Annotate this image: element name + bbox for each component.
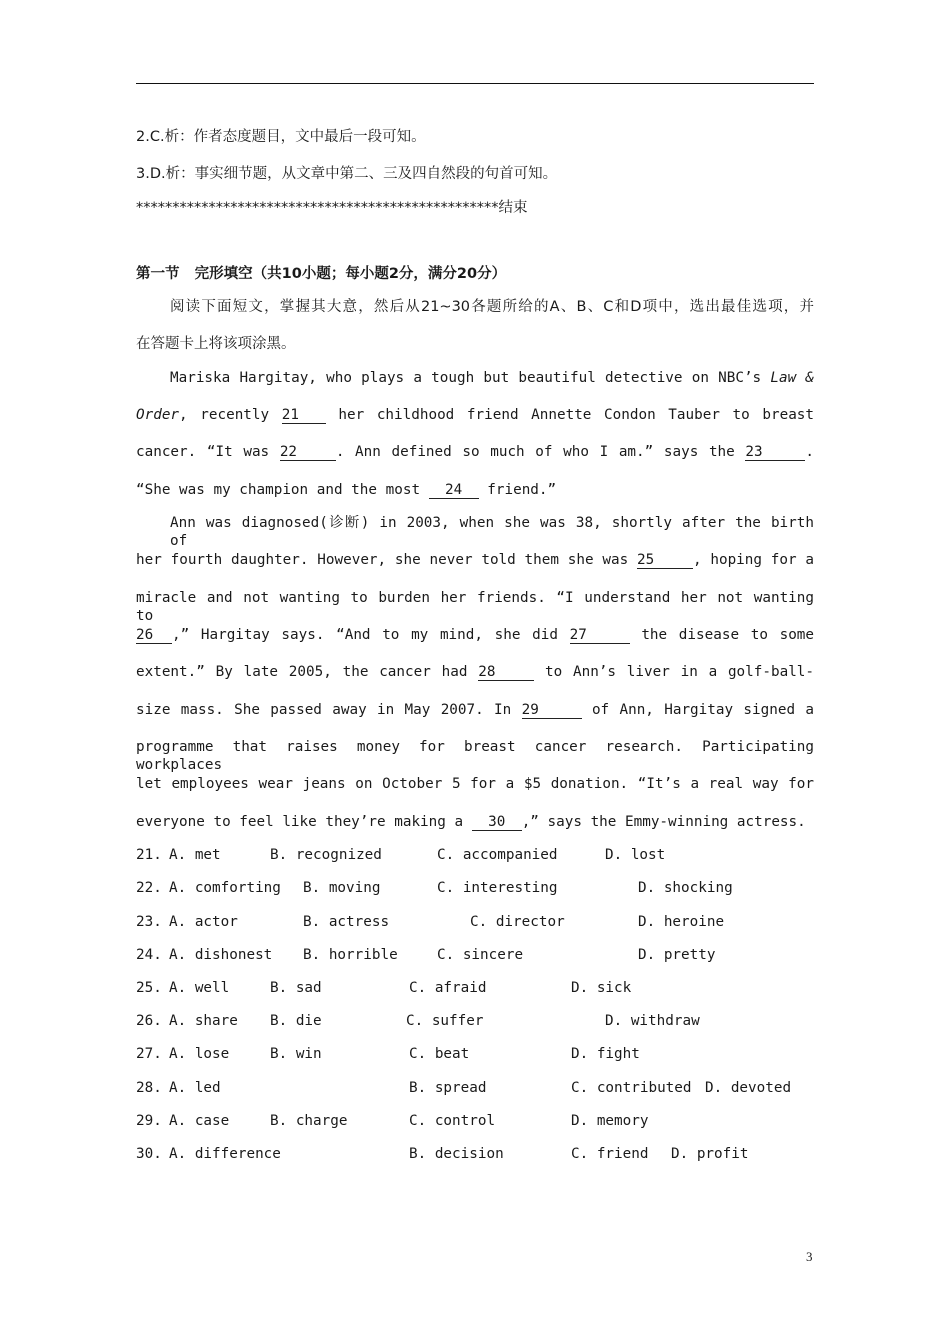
passage-line: [136, 701, 814, 719]
option-b: B. sad: [270, 980, 322, 996]
option-a: A. lose: [169, 1046, 230, 1062]
blank-28: 28: [478, 665, 534, 681]
option-a: A. comforting: [169, 880, 281, 896]
option-b: B. moving: [303, 880, 381, 896]
option-c: C. interesting: [437, 880, 558, 896]
question-number: 30.: [136, 1146, 162, 1162]
option-b: B. die: [270, 1013, 322, 1029]
passage-line: [136, 626, 814, 644]
answer-line-2: 2.C.析：作者态度题目，文中最后一段可知。: [136, 129, 426, 145]
page-number: 3: [806, 1249, 813, 1264]
passage-text: . Ann defined so much of who I am.” says the: [335, 444, 735, 460]
question-number: 27.: [136, 1046, 162, 1062]
blank-27: 27: [570, 628, 630, 644]
option-a: A. share: [169, 1013, 238, 1029]
option-c: C. suffer: [406, 1013, 484, 1029]
option-c: C. afraid: [409, 980, 487, 996]
passage-text: friend.”: [487, 482, 557, 498]
option-a: A. actor: [169, 914, 238, 930]
section-title: 第一节 完形填空（共10小题；每小题2分，满分20分）: [136, 266, 507, 282]
passage-text: ,” Hargitay says. “And to my mind, she did: [172, 627, 558, 643]
passage-text: of Ann, Hargitay signed a: [591, 702, 815, 718]
passage-text: .: [805, 444, 815, 460]
blank-23: 23: [745, 445, 805, 461]
passage-line: [136, 663, 814, 681]
option-a: A. well: [169, 980, 230, 996]
passage-line: programme that raises money for breast cancer research. Participating workplaces: [136, 739, 814, 773]
option-a: A. dishonest: [169, 947, 273, 963]
passage-text: extent.” By late 2005, the cancer had: [136, 664, 468, 680]
passage-line: [136, 813, 806, 831]
passage-text: to Ann’s liver in a golf-ball-: [545, 664, 815, 680]
passage-line: [136, 551, 814, 569]
option-b: B. horrible: [303, 947, 398, 963]
option-d: D. memory: [571, 1113, 649, 1129]
show-title-italic: Order: [136, 407, 180, 423]
end-marker: **************************************************结束: [136, 200, 528, 216]
option-d: D. sick: [571, 980, 632, 996]
passage-text: , hoping for a: [692, 552, 814, 568]
option-d: D. pretty: [638, 947, 716, 963]
option-c: C. contributed: [571, 1080, 692, 1096]
option-a: A. met: [169, 847, 221, 863]
blank-21: 21: [282, 408, 326, 424]
passage-text: her childhood friend Annette Condon Tauber to breast: [338, 407, 815, 423]
option-a: A. led: [169, 1080, 221, 1096]
option-b: B. spread: [409, 1080, 487, 1096]
option-d: D. profit: [671, 1146, 749, 1162]
passage-text: her fourth daughter. However, she never told them she was: [136, 552, 629, 568]
question-number: 26.: [136, 1013, 162, 1029]
blank-30: 30: [472, 815, 522, 831]
passage-text: , recently: [179, 407, 270, 423]
passage-line: [170, 369, 814, 387]
option-c: C. friend: [571, 1146, 649, 1162]
question-number: 23.: [136, 914, 162, 930]
passage-text: “She was my champion and the most: [136, 482, 421, 498]
show-title-italic: Law &: [770, 370, 814, 386]
blank-22: 22: [280, 445, 336, 461]
option-c: C. accompanied: [437, 847, 558, 863]
option-c: C. control: [409, 1113, 496, 1129]
question-number: 28.: [136, 1080, 162, 1096]
option-d: D. fight: [571, 1046, 640, 1062]
option-b: B. decision: [409, 1146, 504, 1162]
question-number: 21.: [136, 847, 162, 863]
passage-line: miracle and not wanting to burden her friends. “I understand her not wanting to: [136, 590, 814, 624]
header-rule: [136, 83, 814, 84]
instruction-line-2: 在答题卡上将该项涂黑。: [136, 336, 296, 352]
option-d: D. shocking: [638, 880, 733, 896]
passage-line: let employees wear jeans on October 5 for a $5 donation. “It’s a real way for: [136, 776, 814, 792]
passage-text: everyone to feel like they’re making a: [136, 814, 464, 830]
blank-29: 29: [522, 703, 582, 719]
option-b: B. win: [270, 1046, 322, 1062]
blank-25: 25: [637, 553, 693, 569]
option-d: D. devoted: [705, 1080, 792, 1096]
passage-text: Mariska Hargitay, who plays a tough but beautiful detective on NBC’s: [170, 370, 762, 386]
option-c: C. sincere: [437, 947, 524, 963]
instruction-line-1: 阅读下面短文，掌握其大意，然后从21~30各题所给的A、B、C和D项中，选出最佳选项，并: [170, 299, 814, 315]
option-d: D. lost: [605, 847, 666, 863]
passage-line: [136, 406, 814, 424]
passage-line: Ann was diagnosed(诊断) in 2003, when she was 38, shortly after the birth of: [170, 515, 814, 549]
question-number: 22.: [136, 880, 162, 896]
passage-text: ,” says the Emmy-winning actress.: [521, 814, 806, 830]
passage-text: the disease to some: [641, 627, 815, 643]
option-d: D. heroine: [638, 914, 725, 930]
option-c: C. director: [470, 914, 565, 930]
answer-line-3: 3.D.析：事实细节题，从文章中第二、三及四自然段的句首可知。: [136, 166, 558, 182]
blank-26: 26: [136, 628, 172, 644]
passage-text: size mass. She passed away in May 2007. In: [136, 702, 512, 718]
question-number: 29.: [136, 1113, 162, 1129]
passage-line: [136, 481, 556, 499]
option-a: A. case: [169, 1113, 230, 1129]
option-c: C. beat: [409, 1046, 470, 1062]
option-d: D. withdraw: [605, 1013, 700, 1029]
option-b: B. charge: [270, 1113, 348, 1129]
passage-line: [136, 443, 814, 461]
passage-text: cancer. “It was: [136, 444, 270, 460]
option-a: A. difference: [169, 1146, 281, 1162]
question-number: 24.: [136, 947, 162, 963]
option-b: B. actress: [303, 914, 390, 930]
blank-24: 24: [429, 483, 479, 499]
option-b: B. recognized: [270, 847, 382, 863]
question-number: 25.: [136, 980, 162, 996]
